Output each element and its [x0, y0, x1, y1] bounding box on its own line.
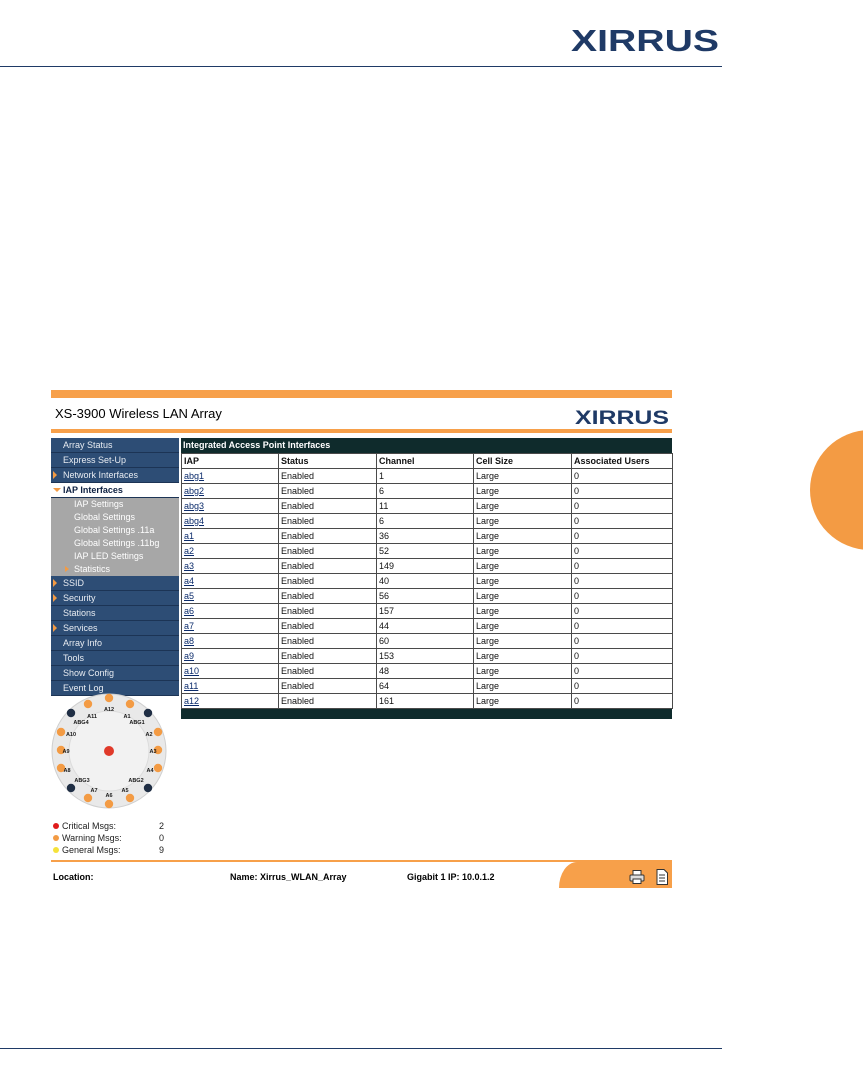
- web-ui-screenshot: [51, 390, 672, 890]
- cell-channel: 1: [377, 469, 474, 484]
- sidebar-item-iap-interfaces[interactable]: [51, 483, 179, 498]
- cell-associated-users: 0: [572, 469, 673, 484]
- iap-label-a6: A6: [105, 793, 113, 799]
- legend-count: 0: [159, 833, 165, 843]
- cell-channel: 161: [377, 694, 474, 709]
- cell-associated-users: 0: [572, 514, 673, 529]
- iap-cell: [182, 619, 279, 634]
- iap-cell: [182, 694, 279, 709]
- sidebar-subitem-global-settings[interactable]: [51, 511, 179, 524]
- table-row: [182, 589, 673, 604]
- cell-channel: 157: [377, 604, 474, 619]
- header-accent-bar: [51, 429, 672, 433]
- cell-cell-size: Large: [474, 694, 572, 709]
- xirrus-logo: [571, 20, 721, 60]
- cell-status: Enabled: [279, 469, 377, 484]
- iap-indicator-icon: [144, 784, 152, 792]
- cell-status: Enabled: [279, 694, 377, 709]
- chapter-tab: [810, 430, 863, 550]
- cell-status: Enabled: [279, 664, 377, 679]
- table-row: [182, 679, 673, 694]
- cell-cell-size: Large: [474, 484, 572, 499]
- cell-associated-users: 0: [572, 604, 673, 619]
- sidebar-item-label: Event Log: [63, 683, 104, 693]
- table-row: [182, 619, 673, 634]
- iap-label-a8: A8: [63, 768, 71, 774]
- table-row: [182, 694, 673, 709]
- iap-cell: [182, 634, 279, 649]
- cell-associated-users: 0: [572, 589, 673, 604]
- cell-channel: 52: [377, 544, 474, 559]
- iap-indicator-icon: [84, 794, 92, 802]
- cell-cell-size: Large: [474, 589, 572, 604]
- iap-indicator-icon: [154, 764, 162, 772]
- iap-label-abg4: ABG4: [73, 720, 89, 726]
- sidebar-subitem-label: Statistics: [74, 564, 111, 574]
- cell-channel: 6: [377, 514, 474, 529]
- sidebar-item-label: Stations: [63, 608, 96, 618]
- cell-status: Enabled: [279, 589, 377, 604]
- sidebar-item-tools[interactable]: [51, 651, 179, 666]
- iap-panel: [181, 438, 672, 719]
- iap-indicator-icon: [144, 709, 152, 717]
- cell-cell-size: Large: [474, 604, 572, 619]
- iap-label-a11: A11: [87, 714, 97, 720]
- table-row: [182, 559, 673, 574]
- table-row: [182, 604, 673, 619]
- sidebar-item-express-set-up[interactable]: [51, 453, 179, 468]
- iap-link-a10[interactable]: a10: [184, 666, 200, 676]
- legend-count: 9: [159, 845, 165, 855]
- cell-status: Enabled: [279, 499, 377, 514]
- sidebar-item-array-info[interactable]: [51, 636, 179, 651]
- sidebar-subitem-label: Global Settings .11bg: [74, 538, 160, 548]
- iap-link-a2[interactable]: a2: [184, 546, 195, 556]
- sidebar-item-label: Services: [63, 623, 98, 633]
- table-row: [182, 574, 673, 589]
- iap-indicator-icon: [67, 709, 75, 717]
- sidebar-subitem-label: Global Settings: [74, 512, 136, 522]
- column-header-status: Status: [279, 454, 377, 469]
- cell-cell-size: Large: [474, 514, 572, 529]
- sidebar-item-label: SSID: [63, 578, 85, 588]
- iap-table: [181, 453, 673, 709]
- expand-arrow-icon: [65, 566, 69, 572]
- cell-associated-users: 0: [572, 559, 673, 574]
- cell-channel: 36: [377, 529, 474, 544]
- iap-link-a5[interactable]: a5: [184, 591, 195, 601]
- cell-associated-users: 0: [572, 529, 673, 544]
- status-bar: [51, 860, 672, 890]
- cell-channel: 153: [377, 649, 474, 664]
- top-accent-bar: [51, 390, 672, 398]
- cell-status: Enabled: [279, 604, 377, 619]
- iap-label-abg2: ABG2: [128, 778, 144, 784]
- sidebar-item-label: Security: [63, 593, 96, 603]
- iap-link-abg4[interactable]: abg4: [184, 516, 205, 526]
- cell-channel: 11: [377, 499, 474, 514]
- sidebar-item-label: Array Status: [63, 440, 113, 450]
- iap-link-a6[interactable]: a6: [184, 606, 195, 616]
- cell-status: Enabled: [279, 484, 377, 499]
- iap-cell: [182, 469, 279, 484]
- expand-arrow-icon: [53, 579, 57, 587]
- legend-row-critical-msgs: [53, 820, 181, 832]
- cell-cell-size: Large: [474, 649, 572, 664]
- iap-link-abg3[interactable]: abg3: [184, 501, 205, 511]
- page-title: XS-3900 Wireless LAN Array: [55, 406, 222, 421]
- iap-cell: [182, 484, 279, 499]
- sidebar-item-label: Tools: [63, 653, 85, 663]
- iap-indicator-icon: [105, 800, 113, 808]
- iap-indicator-icon: [67, 784, 75, 792]
- iap-label-a10: A10: [65, 732, 77, 738]
- status-dot-icon: [53, 847, 59, 853]
- sidebar-item-ssid[interactable]: [51, 576, 179, 591]
- sidebar-item-label: IAP Interfaces: [63, 485, 123, 495]
- iap-label-a5: A5: [121, 788, 129, 794]
- cell-associated-users: 0: [572, 664, 673, 679]
- location-label: Location:: [53, 872, 94, 882]
- cell-cell-size: Large: [474, 574, 572, 589]
- cell-channel: 64: [377, 679, 474, 694]
- table-row: [182, 469, 673, 484]
- iap-cell: [182, 604, 279, 619]
- xirrus-logo: [575, 406, 670, 426]
- iap-link-a7[interactable]: a7: [184, 621, 195, 631]
- cell-cell-size: Large: [474, 469, 572, 484]
- cell-status: Enabled: [279, 634, 377, 649]
- document-icon[interactable]: [655, 869, 669, 885]
- cell-associated-users: 0: [572, 484, 673, 499]
- iap-cell: [182, 559, 279, 574]
- legend-label: Warning Msgs:: [62, 833, 122, 843]
- sidebar-item-label: Show Config: [63, 668, 115, 678]
- cell-status: Enabled: [279, 619, 377, 634]
- expand-arrow-icon: [53, 594, 57, 602]
- cell-channel: 40: [377, 574, 474, 589]
- iap-label-a3: A3: [149, 749, 157, 755]
- legend-label: General Msgs:: [62, 845, 121, 855]
- array-diagram[interactable]: [51, 692, 167, 810]
- iap-indicator-icon: [84, 700, 92, 708]
- cell-channel: 44: [377, 619, 474, 634]
- cell-channel: 60: [377, 634, 474, 649]
- iap-indicator-icon: [154, 728, 162, 736]
- iap-label-a2: A2: [145, 732, 153, 738]
- cell-associated-users: 0: [572, 619, 673, 634]
- iap-label-a12: A12: [103, 707, 115, 713]
- cell-associated-users: 0: [572, 499, 673, 514]
- cell-cell-size: Large: [474, 544, 572, 559]
- sidebar-subitem-label: Global Settings .11a: [74, 525, 155, 535]
- iap-link-a9[interactable]: a9: [184, 651, 195, 661]
- cell-cell-size: Large: [474, 664, 572, 679]
- iap-cell: [182, 529, 279, 544]
- sidebar-subitem-iap-led-settings[interactable]: [51, 550, 179, 563]
- iap-label-a9: A9: [62, 749, 70, 755]
- svg-text:XIRRUS: XIRRUS: [575, 408, 669, 426]
- iap-link-a11[interactable]: a11: [184, 681, 199, 691]
- iap-cell: [182, 679, 279, 694]
- table-row: [182, 499, 673, 514]
- table-row: [182, 544, 673, 559]
- table-row: [182, 664, 673, 679]
- iap-label-a4: A4: [146, 768, 154, 774]
- footer-rule: [0, 1048, 722, 1049]
- iap-indicator-icon: [105, 694, 113, 702]
- iap-cell: [182, 544, 279, 559]
- sidebar-subitem-statistics[interactable]: [51, 563, 179, 576]
- iap-link-a1[interactable]: a1: [184, 531, 195, 541]
- sidebar-item-label: Network Interfaces: [63, 470, 139, 480]
- cell-associated-users: 0: [572, 679, 673, 694]
- cell-status: Enabled: [279, 679, 377, 694]
- center-status-icon: [104, 746, 114, 756]
- message-legend: [53, 820, 181, 856]
- sidebar-item-show-config[interactable]: [51, 666, 179, 681]
- svg-text:XIRRUS: XIRRUS: [571, 23, 719, 58]
- cell-cell-size: Large: [474, 499, 572, 514]
- header-rule: [0, 66, 722, 67]
- status-dot-icon: [53, 835, 59, 841]
- sidebar-nav: [51, 438, 179, 696]
- table-row: [182, 634, 673, 649]
- iap-link-a3[interactable]: a3: [184, 561, 195, 571]
- table-row: [182, 649, 673, 664]
- sidebar-item-label: Array Info: [63, 638, 103, 648]
- sidebar-item-network-interfaces[interactable]: [51, 468, 179, 483]
- cell-status: Enabled: [279, 649, 377, 664]
- iap-link-a4[interactable]: a4: [184, 576, 195, 586]
- cell-status: Enabled: [279, 529, 377, 544]
- cell-status: Enabled: [279, 559, 377, 574]
- iap-link-abg2[interactable]: abg2: [184, 486, 205, 496]
- sidebar-subitem-iap-settings[interactable]: [51, 498, 179, 511]
- iap-label-a1: A1: [123, 714, 131, 720]
- cell-associated-users: 0: [572, 634, 673, 649]
- cell-status: Enabled: [279, 574, 377, 589]
- iap-cell: [182, 574, 279, 589]
- sidebar-subitem-label: IAP Settings: [74, 499, 124, 509]
- iap-label-abg3: ABG3: [74, 778, 90, 784]
- iap-label-abg1: ABG1: [129, 720, 145, 726]
- iap-label-a7: A7: [90, 788, 98, 794]
- cell-channel: 48: [377, 664, 474, 679]
- cell-associated-users: 0: [572, 694, 673, 709]
- cell-channel: 56: [377, 589, 474, 604]
- cell-cell-size: Large: [474, 529, 572, 544]
- iap-indicator-icon: [57, 728, 65, 736]
- column-header-associated-users: Associated Users: [572, 454, 673, 469]
- cell-cell-size: Large: [474, 634, 572, 649]
- print-icon[interactable]: [629, 870, 645, 884]
- sidebar-item-services[interactable]: [51, 621, 179, 636]
- iap-indicator-icon: [126, 700, 134, 708]
- iap-cell: [182, 499, 279, 514]
- legend-row-warning-msgs: [53, 832, 181, 844]
- gigabit-ip: Gigabit 1 IP: 10.0.1.2: [407, 872, 495, 882]
- expand-arrow-icon: [53, 624, 57, 632]
- legend-label: Critical Msgs:: [62, 821, 117, 831]
- iap-cell: [182, 664, 279, 679]
- iap-cell: [182, 649, 279, 664]
- legend-row-general-msgs: [53, 844, 181, 856]
- iap-link-abg1[interactable]: abg1: [184, 471, 205, 481]
- sidebar-subitem-global-settings-11bg[interactable]: [51, 537, 179, 550]
- legend-count: 2: [159, 821, 165, 831]
- array-name: Name: Xirrus_WLAN_Array: [230, 872, 347, 882]
- status-dot-icon: [53, 823, 59, 829]
- iap-cell: [182, 514, 279, 529]
- cell-channel: 6: [377, 484, 474, 499]
- column-header-iap: IAP: [182, 454, 279, 469]
- sidebar-subitem-global-settings-11a[interactable]: [51, 524, 179, 537]
- cell-status: Enabled: [279, 544, 377, 559]
- sidebar-item-label: Express Set-Up: [63, 455, 127, 465]
- column-header-cell-size: Cell Size: [474, 454, 572, 469]
- cell-associated-users: 0: [572, 574, 673, 589]
- cell-cell-size: Large: [474, 619, 572, 634]
- cell-cell-size: Large: [474, 559, 572, 574]
- iap-link-a12[interactable]: a12: [184, 696, 200, 706]
- expand-arrow-icon: [53, 488, 61, 492]
- sidebar-item-security[interactable]: [51, 591, 179, 606]
- sidebar-subitem-label: IAP LED Settings: [74, 551, 144, 561]
- iap-indicator-icon: [126, 794, 134, 802]
- table-title: Integrated Access Point Interfaces: [181, 438, 672, 453]
- sidebar-item-stations[interactable]: [51, 606, 179, 621]
- cell-status: Enabled: [279, 514, 377, 529]
- iap-cell: [182, 589, 279, 604]
- cell-associated-users: 0: [572, 649, 673, 664]
- column-header-channel: Channel: [377, 454, 474, 469]
- iap-link-a8[interactable]: a8: [184, 636, 195, 646]
- cell-channel: 149: [377, 559, 474, 574]
- sidebar-item-array-status[interactable]: [51, 438, 179, 453]
- expand-arrow-icon: [53, 471, 57, 479]
- table-footer-bar: [181, 709, 672, 719]
- table-row: [182, 484, 673, 499]
- table-row: [182, 529, 673, 544]
- table-row: [182, 514, 673, 529]
- cell-cell-size: Large: [474, 679, 572, 694]
- table-header-row: [182, 454, 673, 469]
- cell-associated-users: 0: [572, 544, 673, 559]
